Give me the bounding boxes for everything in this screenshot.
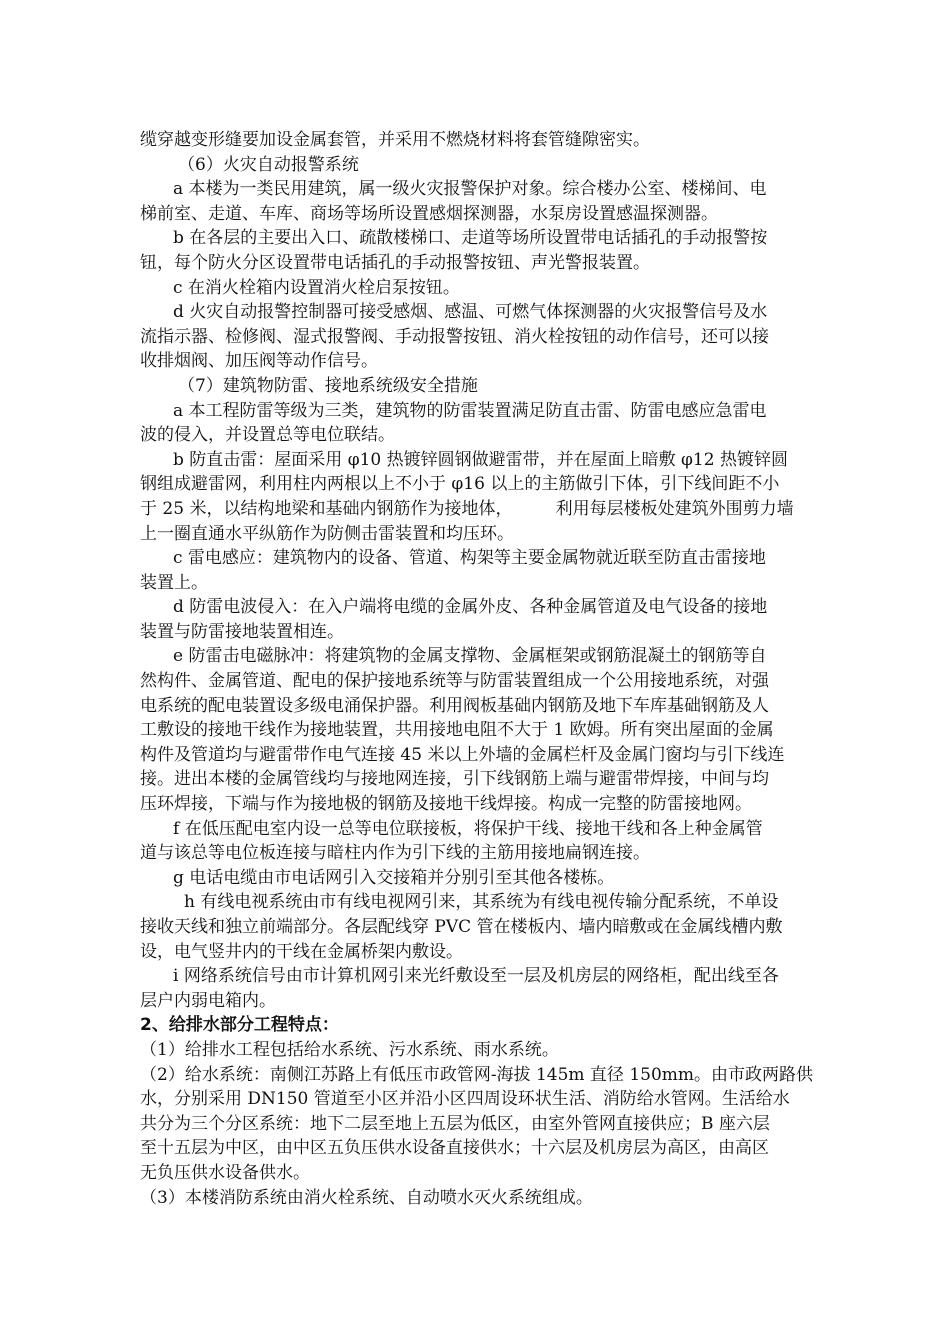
- text-line: c 雷电感应：建筑物内的设备、管道、构架等主要金属物就近联至防直击雷接地: [173, 548, 766, 569]
- text-line: 钢组成避雷网，利用柱内两根以上不小于 φ16 以上的主筋做引下体，引下线间距不小: [140, 474, 780, 495]
- text-line: f 在低压配电室内设一总等电位联接板，将保护干线、接地干线和各上种金属管: [173, 818, 763, 839]
- text-line: 接收天线和独立前端部分。各层配线穿 PVC 管在楼板内、墙内暗敷或在金属线槽内敷: [140, 917, 783, 937]
- section-heading: （7）建筑物防雷、接地系统级安全措施: [178, 375, 478, 396]
- text-line: 电系统的配电装置设多级电涌保护器。利用阀板基础内钢筋及地下车库基础钢筋及人: [140, 695, 769, 716]
- text-line: 层户内弱电箱内。: [140, 990, 276, 1011]
- text-line: 水，分别采用 DN150 管道至小区并沿小区四周设环状生活、消防给水管网。生活给水: [140, 1089, 790, 1110]
- section-title: 2、给排水部分工程特点：: [140, 1015, 339, 1036]
- text-line: b 防直击雷：屋面采用 φ10 热镀锌圆钢做避雷带，并在屋面上暗敷 φ12 热镀锌圆: [173, 449, 788, 470]
- text-line: 装置上。: [140, 572, 208, 593]
- text-line: 梯前室、走道、车库、商场等场所设置感烟探测器，水泵房设置感温探测器。: [140, 203, 718, 224]
- text-line: 缆穿越变形缝要加设金属套管，并采用不燃烧材料将套管缝隙密实。: [140, 130, 650, 150]
- text-line: 钮，每个防火分区设置带电话插孔的手动报警按钮、声光警报装置。: [140, 252, 650, 273]
- text-line: a 本楼为一类民用建筑，属一级火灾报警保护对象。综合楼办公室、楼梯间、电: [173, 179, 767, 200]
- text-line: 共分为三个分区系统：地下二层至地上五层为低区，由室外管网直接供应；B 座六层: [140, 1113, 770, 1134]
- section-heading: （6）火灾自动报警系统: [178, 154, 359, 175]
- text-line: g 电话电缆由市电话网引入交接箱并分别引至其他各楼栋。: [173, 867, 615, 888]
- text-line: a 本工程防雷等级为三类，建筑物的防雷装置满足防直击雷、防雷电感应急雷电: [173, 400, 767, 421]
- text-line: d 防雷电波侵入：在入户端将电缆的金属外皮、各种金属管道及电气设备的接地: [173, 597, 768, 618]
- text-line: c 在消火栓箱内设置消火栓启泵按钮。: [173, 277, 460, 298]
- text-line: （1）给排水工程包括给水系统、污水系统、雨水系统。: [140, 1039, 559, 1060]
- text-line: （2）给水系统：南侧江苏路上有低压市政管网-海拔 145m 直径 150mm。由市政两路供: [140, 1064, 814, 1085]
- text-line: 收排烟阀、加压阀等动作信号。: [140, 351, 378, 372]
- text-line: 道与该总等电位板连接与暗柱内作为引下线的主筋用接地扁钢连接。: [140, 843, 650, 864]
- text-line: （3）本楼消防系统由消火栓系统、自动喷水灭火系统组成。: [140, 1187, 593, 1208]
- text-line: 接。进出本楼的金属管线均与接地网连接，引下线钢筋上端与避雷带焊接，中间与均: [140, 769, 769, 790]
- text-line: 上一圈直通水平纵筋作为防侧击雷装置和均压环。: [140, 523, 514, 544]
- text-line: d 火灾自动报警控制器可接受感烟、感温、可燃气体探测器的火灾报警信号及水: [173, 302, 768, 323]
- text-line: 至十五层为中区，由中区五负压供水设备直接供水；十六层及机房层为高区，由高区: [140, 1138, 769, 1159]
- text-line: h 有线电视系统由市有线电视网引来，其系统为有线电视传输分配系统，不单设: [184, 892, 779, 913]
- text-line: e 防雷击电磁脉冲：将建筑物的金属支撑物、金属框架或钢筋混凝土的钢筋等自: [173, 646, 767, 667]
- text-line: 波的侵入，并设置总等电位联结。: [140, 425, 395, 446]
- text-line: 构件及管道均与避雷带作电气连接 45 米以上外墙的金属栏杆及金属门窗均与引下线连: [140, 744, 785, 765]
- text-line: 压环焊接，下端与作为接地极的钢筋及接地干线焊接。构成一完整的防雷接地网。: [140, 794, 752, 815]
- text-line: 设，电气竖井内的干线在金属桥架内敷设。: [140, 941, 463, 962]
- text-line: 然构件、金属管道、配电的保护接地系统等与防雷装置组成一个公用接地系统，对强: [140, 671, 769, 692]
- text-line: 流指示器、检修阀、湿式报警阀、手动报警按钮、消火栓按钮的动作信号，还可以接: [140, 326, 769, 347]
- text-line: 工敷设的接地干线作为接地装置，共用接地电阻不大于 1 欧姆。所有突出屋面的金属: [140, 720, 774, 741]
- text-line: b 在各层的主要出入口、疏散楼梯口、走道等场所设置带电话插孔的手动报警按: [173, 228, 768, 249]
- text-line: 无负压供水设备供水。: [140, 1162, 310, 1183]
- text-line: 装置与防雷接地装置相连。: [140, 621, 344, 642]
- text-line: i 网络系统信号由市计算机网引来光纤敷设至一层及机房层的网络柜，配出线至各: [173, 966, 779, 987]
- document-page: [140, 128, 860, 1210]
- text-line: 于 25 米，以结构地梁和基础内钢筋作为接地体， 利用每层楼板处建筑外围剪力墙: [140, 498, 794, 519]
